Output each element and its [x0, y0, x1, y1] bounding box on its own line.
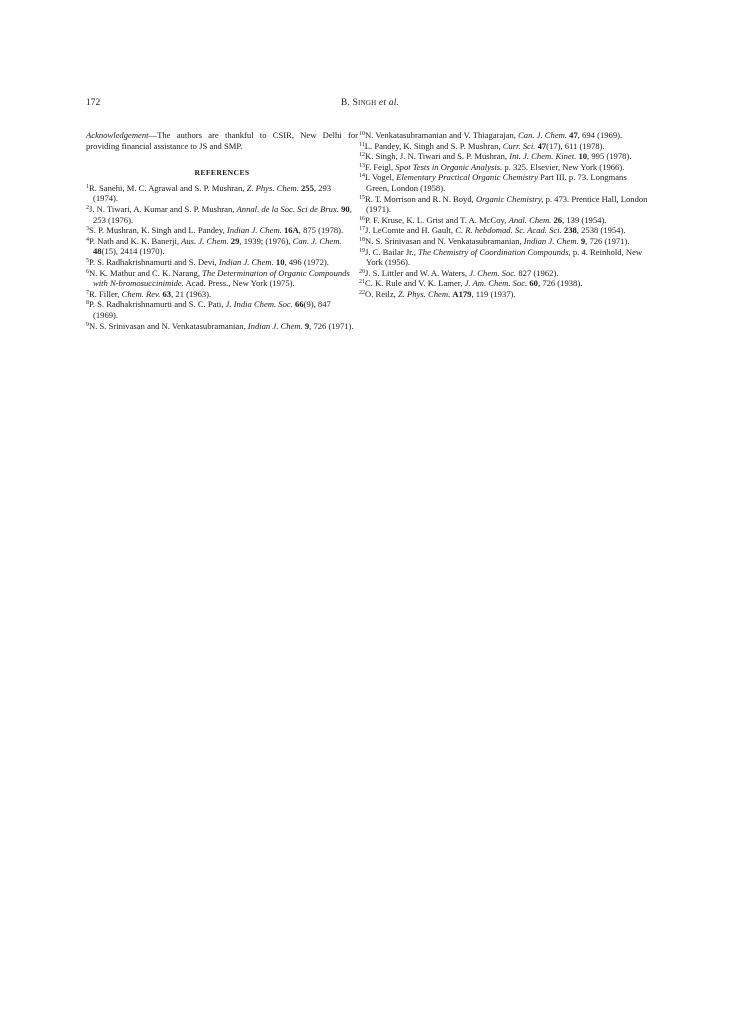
reference-text: R. Filler, — [89, 288, 122, 299]
reference-item — [359, 215, 649, 226]
reference-italic-text: C. R. hebdomad. Sc. Acad. Sci. — [455, 225, 562, 236]
reference-text: , 694 (1969). — [577, 130, 623, 140]
reference-italic-text: Elementary Practical Organic Chemistry — [396, 172, 538, 183]
reference-text: p. 473. Prentice Hall, London (1971). — [366, 193, 648, 215]
reference-number: 5 — [86, 257, 89, 264]
reference-text: J. LeComte and H. Gault, — [365, 225, 456, 236]
reference-text: P. S. Radhakrishnamurti and S. C. Pati, — [89, 299, 226, 310]
reference-text: I. Vogel, — [365, 172, 397, 183]
running-head-et-al: et al. — [378, 98, 400, 108]
reference-italic-text: Indian J. Chem. — [226, 225, 282, 236]
reference-volume: 63 — [162, 288, 172, 299]
reference-italic-text: Can. J. Chem. — [518, 130, 567, 140]
reference-text: , 875 (1978). — [298, 225, 344, 236]
reference-volume: 9 — [304, 320, 310, 331]
reference-number: 16 — [359, 215, 365, 222]
reference-item — [86, 204, 358, 225]
acknowledgement-dash: — — [148, 130, 158, 140]
reference-text: 827 (1962). — [516, 267, 559, 278]
reference-volume: 10 — [275, 256, 285, 267]
page-number: 172 — [86, 98, 101, 108]
reference-text: , 293 (1974). — [93, 182, 332, 204]
reference-text: , 139 (1954). — [562, 214, 607, 225]
references-list-right — [359, 130, 649, 300]
reference-number: 18 — [359, 236, 365, 243]
reference-volume: 48 — [93, 246, 102, 257]
reference-italic-text: Organic Chemistry, — [475, 193, 544, 204]
left-column — [86, 130, 358, 331]
reference-number: 2 — [86, 204, 89, 211]
acknowledgement-heading: Acknowledgement — [86, 130, 149, 140]
reference-text: N. Venkatasubramanian and V. Thiagarajan, — [365, 130, 519, 140]
reference-item — [86, 321, 358, 332]
reference-italic-text: Aus. J. Chem. — [181, 235, 229, 246]
reference-volume: 60 — [529, 278, 538, 289]
reference-volume: 26 — [553, 214, 563, 225]
reference-text: L. Pandey, K. Singh and S. P. Mushran, — [364, 140, 503, 151]
running-head-surname: Singh — [352, 98, 377, 108]
reference-text: C. K. Rule and V. K. Lamer, — [365, 278, 465, 289]
reference-text: J. N. Tiwari, A. Kumar and S. P. Mushran, — [89, 203, 237, 214]
reference-number: 9 — [86, 321, 89, 328]
reference-item — [359, 278, 649, 289]
right-column — [359, 130, 649, 300]
reference-italic-text: Indian J. Chem. — [218, 256, 274, 267]
reference-text: , 726 (1971). — [309, 320, 354, 331]
reference-item — [86, 236, 358, 257]
reference-text: , 726 (1971). — [585, 235, 630, 246]
reference-item — [359, 194, 649, 215]
reference-volume: 66 — [295, 299, 304, 310]
reference-item — [359, 289, 649, 300]
reference-text: (9), 847 (1969). — [93, 299, 331, 320]
reference-text: , 2538 (1954). — [576, 225, 626, 236]
reference-volume: 90 — [341, 203, 350, 214]
reference-item — [359, 151, 649, 162]
reference-number: 14 — [359, 173, 365, 180]
reference-number: 8 — [86, 300, 89, 307]
references-list-left — [86, 183, 358, 331]
reference-italic-text: Anal. Chem. — [508, 214, 552, 225]
acknowledgement — [86, 130, 358, 151]
reference-italic-text: Annal. de la Soc. Sci de Brux. — [236, 203, 339, 214]
reference-item — [359, 225, 649, 236]
reference-volume: 238 — [563, 225, 577, 236]
reference-text: R. Sanehi, M. C. Agrawal and S. P. Mushran, — [89, 182, 247, 193]
reference-volume: 47 — [537, 140, 547, 151]
references-title: REFERENCES — [194, 168, 250, 178]
reference-italic-text: J. Chem. Soc. — [469, 267, 517, 278]
reference-volume: 255 — [301, 182, 314, 193]
reference-text: , 253 (1976). — [93, 203, 352, 225]
reference-number: 3 — [86, 226, 89, 233]
reference-number: 11 — [359, 141, 365, 148]
reference-number: 1 — [86, 183, 89, 190]
reference-text: p. 4. Reinhold, New York (1956). — [366, 246, 643, 268]
reference-number: 15 — [359, 194, 365, 201]
reference-number: 22 — [359, 289, 365, 296]
reference-item — [86, 289, 358, 300]
reference-volume: 9 — [580, 235, 586, 246]
reference-italic-text: Curr. Sci. — [502, 140, 536, 151]
reference-volume: 10 — [578, 151, 588, 162]
reference-volume: 29 — [230, 235, 240, 246]
reference-number: 7 — [86, 289, 89, 296]
reference-volume: 47 — [569, 130, 578, 140]
reference-number: 17 — [359, 226, 365, 233]
reference-text: , 726 (1938). — [537, 278, 583, 289]
reference-item — [359, 130, 649, 141]
reference-text: , 119 (1937). — [471, 288, 516, 299]
acknowledgement-text: The authors are thankful to CSIR, New Delhi for providing financial assistance to JS and SMP. — [86, 130, 358, 151]
reference-italic-text: Indian J. Chem. — [247, 320, 303, 331]
reference-text: J. C. Bailar Jr., — [365, 246, 418, 257]
reference-item — [359, 247, 649, 268]
reference-italic-text: Indian J. Chem. — [523, 235, 579, 246]
reference-text: R. T. Morrison and R. N. Boyd, — [365, 193, 476, 204]
reference-text: J. S. Littler and W. A. Waters, — [365, 267, 470, 278]
reference-italic-text: Z. Phys. Chem. — [397, 288, 451, 299]
page-header — [86, 98, 654, 114]
reference-number: 19 — [359, 247, 365, 254]
reference-item — [359, 162, 649, 173]
reference-text: O. Reilz, — [365, 288, 398, 299]
reference-text: N. S. Srinivasan and N. Venkatasubramanian, — [89, 320, 248, 331]
reference-italic-text: Can. J. Chem. — [292, 235, 342, 246]
reference-item — [86, 225, 358, 236]
reference-text: Acad. Press., New York (1975). — [183, 278, 295, 289]
reference-item — [359, 141, 649, 152]
reference-number: 12 — [359, 152, 365, 159]
reference-text: P. S. Radhakrishnamurti and S. Devi, — [89, 256, 219, 267]
reference-italic-text: The Determination of Organic Compounds with N-bromosuccinimide. — [93, 267, 350, 289]
reference-volume: A179 — [452, 288, 472, 299]
reference-text: , 995 (1978). — [587, 151, 632, 162]
reference-item — [359, 268, 649, 279]
reference-text: P. F. Kruse, K. L. Grist and T. A. McCoy, — [365, 214, 509, 225]
reference-italic-text: Int. J. Chem. Kinet. — [509, 151, 577, 162]
reference-text: N. K. Mathur and C. K. Narang, — [89, 267, 203, 278]
reference-number: 13 — [359, 162, 365, 169]
reference-item — [359, 236, 649, 247]
reference-italic-text: The Chemistry of Coordination Compounds, — [418, 246, 571, 257]
reference-item — [86, 183, 358, 204]
reference-text: F. Feigl, — [365, 161, 396, 172]
reference-italic-text: J. India Chem. Soc. — [225, 299, 293, 310]
reference-italic-text: J. Am. Chem. Soc. — [464, 278, 528, 289]
reference-text: Part III. p. 73. Longmans Green, London (1958). — [366, 172, 627, 193]
reference-number: 20 — [359, 268, 365, 275]
reference-italic-text: Spot Tests in Organic Analysis. — [395, 161, 503, 172]
reference-item — [86, 257, 358, 268]
reference-text: N. S. Srinivasan and N. Venkatasubramanian, — [365, 235, 524, 246]
reference-text: S. P. Mushran, K. Singh and L. Pandey, — [89, 225, 227, 236]
reference-italic-text: Chem. Rev. — [121, 288, 161, 299]
running-head — [86, 98, 654, 108]
reference-number: 6 — [86, 268, 89, 275]
reference-number: 4 — [86, 236, 89, 243]
reference-number: 10 — [359, 131, 365, 137]
reference-text: K. Singh, J. N. Tiwari and S. P. Mushran, — [365, 151, 510, 162]
reference-item — [86, 299, 358, 320]
reference-volume: 16A — [283, 225, 299, 236]
reference-item — [359, 172, 649, 193]
reference-text: (15), 2414 (1970). — [101, 246, 165, 257]
reference-text: , 496 (1972). — [284, 256, 329, 267]
reference-italic-text: Z. Phys. Chem. — [246, 182, 299, 193]
reference-text: , 1939; (1976), — [239, 235, 293, 246]
running-head-initial: B. — [340, 98, 353, 108]
reference-text: , 21 (1963). — [171, 288, 212, 299]
reference-item — [86, 268, 358, 289]
reference-text: (17), 611 (1978). — [546, 140, 605, 151]
reference-text: P. Nath and K. K. Banerji, — [89, 235, 182, 246]
reference-number: 21 — [359, 279, 365, 286]
reference-text: p. 325. Elsevier, New York (1966). — [502, 161, 625, 172]
